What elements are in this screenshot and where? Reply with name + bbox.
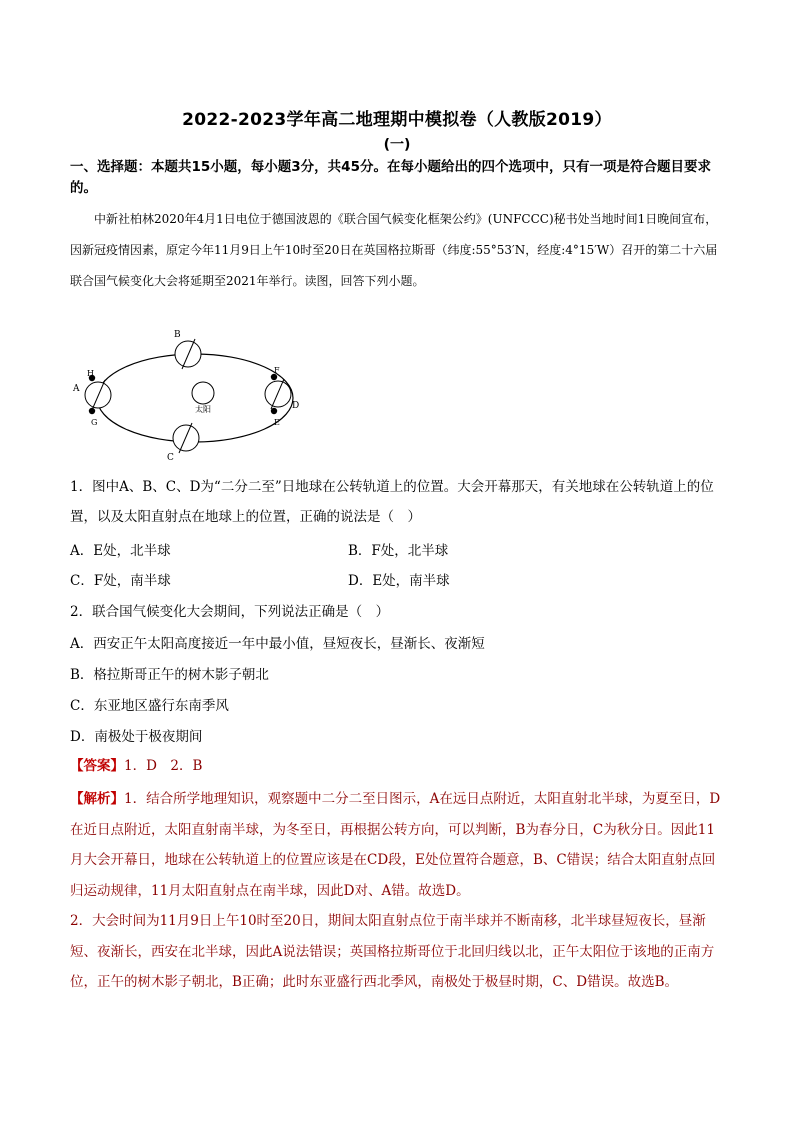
- q2-option-c[interactable]: C．东亚地区盛行东南季风: [70, 698, 229, 714]
- label-b: B: [174, 330, 181, 340]
- earth-c: [173, 423, 199, 453]
- page-title: 2022-2023学年高二地理期中模拟卷（人教版2019）: [182, 110, 612, 130]
- orbit-diagram: [70, 326, 320, 466]
- question-2-stem: 2．联合国气候变化大会期间，下列说法正确是（ ）: [70, 604, 390, 620]
- sun-circle: [192, 382, 214, 404]
- q2-option-d[interactable]: D．南极处于极夜期间: [70, 729, 203, 745]
- q1-option-c[interactable]: C．F处，南半球: [70, 573, 171, 589]
- earth-b: [175, 339, 201, 369]
- q1-option-d[interactable]: D．E处，南半球: [348, 573, 450, 589]
- sun-label: 太阳: [195, 405, 211, 414]
- q1-option-b[interactable]: B．F处，北半球: [348, 543, 449, 559]
- label-a: A: [73, 384, 80, 394]
- answer-text: 1．D 2．B: [124, 758, 203, 774]
- label-g: G: [91, 418, 98, 427]
- q2-option-a[interactable]: A．西安正午太阳高度接近一年中最小值，昼短夜长，昼渐长、夜渐短: [70, 636, 485, 652]
- earth-d: [265, 374, 291, 414]
- explanation-p2: 2．大会时间为11月9日上午10时至20日，期间太阳直射点位于南半球并不断南移，北半球昼短夜长，昼渐短、夜渐长，西安在北半球，因此A说法错误；英国格拉斯哥位于北回归线以北，正午太阳位于该地的正南方位，正午的树木影子朝北，B正确；此时东亚盛行西北季风，南极处于极昼时期，C、D错误。故选B。: [70, 913, 715, 990]
- q2-option-b[interactable]: B．格拉斯哥正午的树木影子朝北: [70, 667, 269, 683]
- explanation-text-1: 1．结合所学地理知识，观察题中二分二至日图示，A在远日点附近，太阳直射北半球，为夏至日，D在近日点附近，太阳直射南半球，为冬至日，再根据公转方向，可以判断，B为春分日，C为秋分日。因此11月大会开幕日，地球在公转轨道上的位置应该是在CD段，E处位置符合题意，B、C错误；结合太阳直射点回归运动规律，11月太阳直射点在南半球，因此D对、A错。故选D。: [70, 791, 721, 899]
- q1-option-a[interactable]: A．E处，北半球: [70, 543, 171, 559]
- answer-tag: 【答案】: [70, 758, 124, 774]
- page-subtitle: (一): [383, 137, 411, 153]
- answer-line: [70, 754, 202, 774]
- earth-a: [85, 375, 111, 414]
- explanation-tag: 【解析】: [70, 791, 124, 807]
- explanation: [70, 784, 726, 998]
- label-f: F: [274, 366, 280, 375]
- question-1-stem: 1．图中A、B、C、D为“二分二至”日地球在公转轨道上的位置。大会开幕那天，有关地球在公转轨道上的位置，以及太阳直射点在地球上的位置，正确的说法是（ ）: [70, 479, 714, 525]
- label-d: D: [292, 401, 300, 411]
- reading-passage: 中新社柏林2020年4月1日电位于德国波恩的《联合国气候变化框架公约》(UNFCCC)秘书处当地时间1日晚间宣布，因新冠疫情因素，原定今年11月9日上午10时至20日在英国格拉斯哥（纬度:55°53′N，经度:4°15′W）召开的第二十六届联合国气候变化大会将延期至2021年举行。读图，回答下列小题。: [70, 212, 718, 288]
- explanation-p1: [70, 784, 726, 906]
- label-e: E: [274, 418, 280, 427]
- label-c: C: [167, 453, 174, 463]
- label-h: H: [87, 369, 94, 378]
- section-heading: 一、选择题：本题共15小题，每小题3分，共45分。在每小题给出的四个选项中，只有一项是符合题目要求的。: [70, 159, 711, 196]
